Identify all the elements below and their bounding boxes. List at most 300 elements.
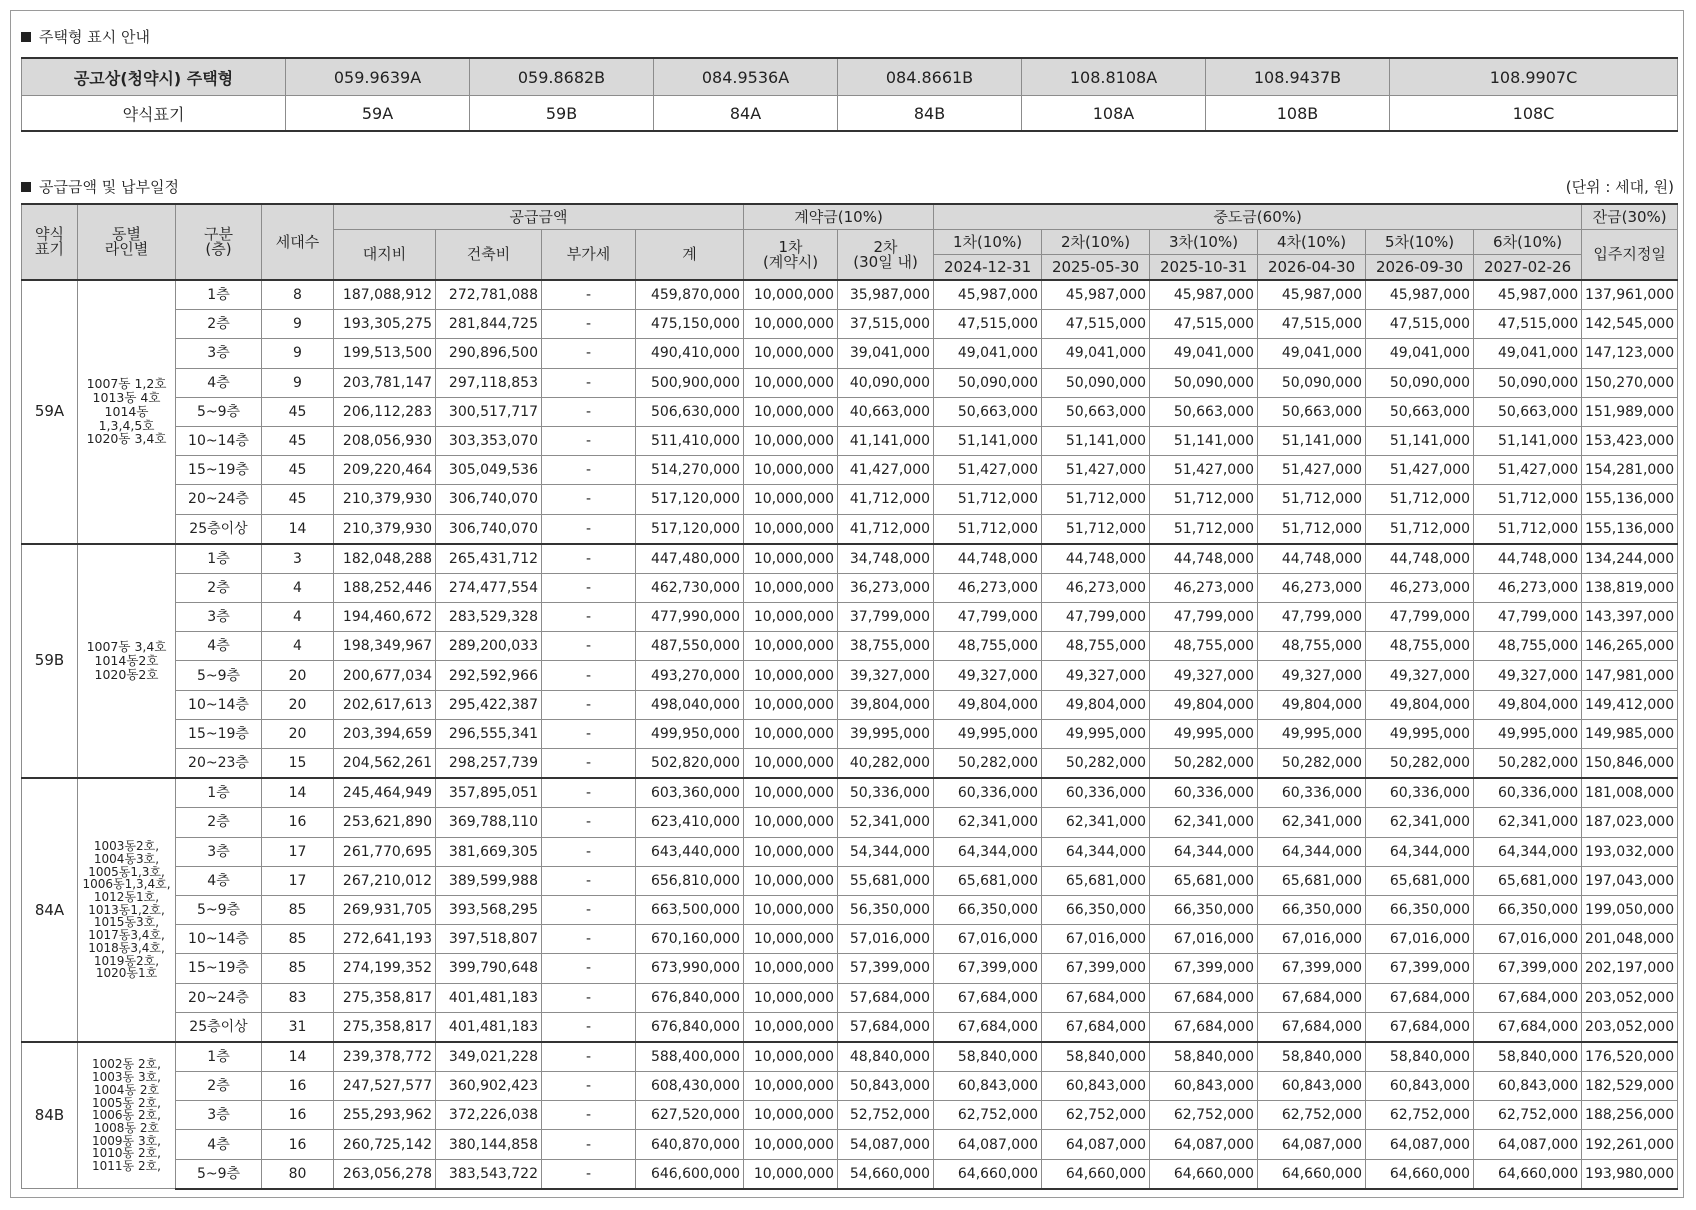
interim-5-cell: 49,327,000 <box>1366 661 1474 690</box>
balance-cell: 192,261,000 <box>1582 1130 1678 1159</box>
header-c1-line1: 1차 <box>778 237 803 256</box>
interim-6-cell: 67,684,000 <box>1474 983 1582 1012</box>
interim-4-cell: 62,341,000 <box>1258 808 1366 837</box>
interim-3-cell: 67,399,000 <box>1150 954 1258 983</box>
building-cost-cell: 349,021,228 <box>436 1042 542 1072</box>
floor-cell: 2층 <box>176 1072 262 1101</box>
type-short-cell: 108C <box>1390 96 1678 132</box>
vat-cell: - <box>542 485 636 514</box>
interim-2-cell: 51,141,000 <box>1042 426 1150 455</box>
type-short-cell: 108B <box>1206 96 1390 132</box>
contract-2-cell: 50,336,000 <box>838 778 934 808</box>
interim-4-cell: 67,684,000 <box>1258 1012 1366 1042</box>
interim-4-cell: 49,327,000 <box>1258 661 1366 690</box>
total-cell: 646,600,000 <box>636 1159 744 1189</box>
building-cost-cell: 401,481,183 <box>436 1012 542 1042</box>
balance-cell: 154,281,000 <box>1582 456 1678 485</box>
floor-cell: 5~9층 <box>176 1159 262 1189</box>
interim-2-cell: 51,712,000 <box>1042 485 1150 514</box>
interim-1-cell: 51,141,000 <box>934 426 1042 455</box>
header-land: 대지비 <box>334 230 436 281</box>
contract-2-cell: 39,327,000 <box>838 661 934 690</box>
total-cell: 498,040,000 <box>636 690 744 719</box>
dong-line-text: 1009동 3호, <box>92 1133 161 1148</box>
balance-cell: 147,981,000 <box>1582 661 1678 690</box>
land-cost-cell: 202,617,613 <box>334 690 436 719</box>
interim-2-cell: 60,336,000 <box>1042 778 1150 808</box>
floor-cell: 15~19층 <box>176 456 262 485</box>
interim-4-cell: 47,799,000 <box>1258 603 1366 632</box>
households-cell: 83 <box>262 983 334 1012</box>
vat-cell: - <box>542 514 636 544</box>
building-cost-cell: 306,740,070 <box>436 485 542 514</box>
interim-6-cell: 60,843,000 <box>1474 1072 1582 1101</box>
land-cost-cell: 272,641,193 <box>334 925 436 954</box>
land-cost-cell: 206,112,283 <box>334 397 436 426</box>
balance-cell: 138,819,000 <box>1582 573 1678 602</box>
square-bullet-icon <box>21 32 31 42</box>
header-interim: 중도금(60%) <box>934 204 1582 230</box>
total-cell: 603,360,000 <box>636 778 744 808</box>
interim-2-cell: 50,090,000 <box>1042 368 1150 397</box>
contract-1-cell: 10,000,000 <box>744 632 838 661</box>
floor-cell: 10~14층 <box>176 925 262 954</box>
interim-2-cell: 64,660,000 <box>1042 1159 1150 1189</box>
interim-5-cell: 62,752,000 <box>1366 1101 1474 1130</box>
interim-4-cell: 58,840,000 <box>1258 1042 1366 1072</box>
header-interim-date-1: 2024-12-31 <box>934 255 1042 281</box>
header-balance: 잔금(30%) <box>1582 204 1678 230</box>
vat-cell: - <box>542 837 636 866</box>
land-cost-cell: 239,378,772 <box>334 1042 436 1072</box>
table-row <box>22 1130 1678 1159</box>
contract-1-cell: 10,000,000 <box>744 1072 838 1101</box>
dong-line-text: 1013동1,2호, <box>88 902 165 917</box>
vat-cell: - <box>542 1012 636 1042</box>
interim-3-cell: 47,799,000 <box>1150 603 1258 632</box>
interim-3-cell: 64,660,000 <box>1150 1159 1258 1189</box>
interim-2-cell: 49,327,000 <box>1042 661 1150 690</box>
dong-line-text: 1006동1,3,4호, <box>82 877 171 892</box>
dong-line-text: 1017동3,4호, <box>88 928 165 943</box>
contract-2-cell: 39,995,000 <box>838 719 934 748</box>
total-cell: 493,270,000 <box>636 661 744 690</box>
contract-2-cell: 36,273,000 <box>838 573 934 602</box>
type-cell: 84B <box>22 1042 78 1189</box>
contract-2-cell: 41,427,000 <box>838 456 934 485</box>
total-cell: 490,410,000 <box>636 339 744 368</box>
building-cost-cell: 397,518,807 <box>436 925 542 954</box>
interim-4-cell: 50,090,000 <box>1258 368 1366 397</box>
dong-line-text: 1010동 2호, <box>92 1146 161 1161</box>
households-cell: 45 <box>262 456 334 485</box>
land-cost-cell: 208,056,930 <box>334 426 436 455</box>
header-c1-line2: (계약시) <box>762 252 819 271</box>
interim-6-cell: 62,341,000 <box>1474 808 1582 837</box>
interim-3-cell: 51,712,000 <box>1150 485 1258 514</box>
households-cell: 31 <box>262 1012 334 1042</box>
interim-6-cell: 45,987,000 <box>1474 280 1582 310</box>
contract-2-cell: 54,344,000 <box>838 837 934 866</box>
interim-4-cell: 60,843,000 <box>1258 1072 1366 1101</box>
total-cell: 670,160,000 <box>636 925 744 954</box>
interim-6-cell: 46,273,000 <box>1474 573 1582 602</box>
contract-1-cell: 10,000,000 <box>744 1101 838 1130</box>
interim-2-cell: 44,748,000 <box>1042 544 1150 574</box>
vat-cell: - <box>542 749 636 779</box>
dong-line-text: 1005동 2호, <box>92 1095 161 1110</box>
header-interim-1: 1차(10%) <box>934 230 1042 255</box>
floor-cell: 1층 <box>176 544 262 574</box>
building-cost-cell: 306,740,070 <box>436 514 542 544</box>
interim-3-cell: 48,755,000 <box>1150 632 1258 661</box>
unit-note: (단위 : 세대, 원) <box>1565 178 1674 196</box>
type-cell: 59B <box>22 544 78 779</box>
interim-4-cell: 49,041,000 <box>1258 339 1366 368</box>
interim-5-cell: 58,840,000 <box>1366 1042 1474 1072</box>
header-interim-6: 6차(10%) <box>1474 230 1582 255</box>
vat-cell: - <box>542 1042 636 1072</box>
vat-cell: - <box>542 866 636 895</box>
households-cell: 20 <box>262 719 334 748</box>
interim-5-cell: 47,515,000 <box>1366 310 1474 339</box>
building-cost-cell: 381,669,305 <box>436 837 542 866</box>
dong-line-text: 1020동 3,4호 <box>86 431 167 447</box>
header-vat: 부가세 <box>542 230 636 281</box>
interim-5-cell: 64,660,000 <box>1366 1159 1474 1189</box>
table-row <box>22 749 1678 779</box>
interim-5-cell: 51,427,000 <box>1366 456 1474 485</box>
dong-line-text: 1007동 1,2호 <box>86 376 167 392</box>
households-cell: 9 <box>262 339 334 368</box>
households-cell: 3 <box>262 544 334 574</box>
total-cell: 623,410,000 <box>636 808 744 837</box>
interim-6-cell: 60,336,000 <box>1474 778 1582 808</box>
interim-1-cell: 50,282,000 <box>934 749 1042 779</box>
interim-2-cell: 50,663,000 <box>1042 397 1150 426</box>
households-cell: 17 <box>262 837 334 866</box>
interim-1-cell: 67,684,000 <box>934 1012 1042 1042</box>
type-code-cell: 059.8682B <box>470 58 654 96</box>
building-cost-cell: 303,353,070 <box>436 426 542 455</box>
interim-6-cell: 47,515,000 <box>1474 310 1582 339</box>
contract-1-cell: 10,000,000 <box>744 1012 838 1042</box>
contract-2-cell: 57,684,000 <box>838 1012 934 1042</box>
interim-3-cell: 65,681,000 <box>1150 866 1258 895</box>
building-cost-cell: 296,555,341 <box>436 719 542 748</box>
floor-cell: 2층 <box>176 808 262 837</box>
contract-1-cell: 10,000,000 <box>744 778 838 808</box>
header-interim-date-6: 2027-02-26 <box>1474 255 1582 281</box>
interim-6-cell: 51,712,000 <box>1474 514 1582 544</box>
interim-6-cell: 51,427,000 <box>1474 456 1582 485</box>
interim-4-cell: 67,016,000 <box>1258 925 1366 954</box>
interim-4-cell: 50,282,000 <box>1258 749 1366 779</box>
interim-5-cell: 67,684,000 <box>1366 983 1474 1012</box>
households-cell: 20 <box>262 661 334 690</box>
supply-price-table <box>21 203 1678 1190</box>
interim-5-cell: 62,341,000 <box>1366 808 1474 837</box>
building-cost-cell: 298,257,739 <box>436 749 542 779</box>
households-cell: 80 <box>262 1159 334 1189</box>
land-cost-cell: 187,088,912 <box>334 280 436 310</box>
households-cell: 16 <box>262 1072 334 1101</box>
header-contract-1 <box>744 230 838 281</box>
interim-4-cell: 50,663,000 <box>1258 397 1366 426</box>
building-cost-cell: 272,781,088 <box>436 280 542 310</box>
table-row <box>22 690 1678 719</box>
dong-line-text: 1020동2호 <box>94 666 159 682</box>
interim-1-cell: 49,995,000 <box>934 719 1042 748</box>
interim-3-cell: 46,273,000 <box>1150 573 1258 602</box>
interim-5-cell: 46,273,000 <box>1366 573 1474 602</box>
contract-1-cell: 10,000,000 <box>744 456 838 485</box>
contract-1-cell: 10,000,000 <box>744 749 838 779</box>
building-cost-cell: 283,529,328 <box>436 603 542 632</box>
total-cell: 676,840,000 <box>636 983 744 1012</box>
table-row <box>22 1042 1678 1072</box>
interim-1-cell: 48,755,000 <box>934 632 1042 661</box>
table-row <box>22 368 1678 397</box>
balance-cell: 201,048,000 <box>1582 925 1678 954</box>
floor-cell: 10~14층 <box>176 426 262 455</box>
interim-4-cell: 49,804,000 <box>1258 690 1366 719</box>
dong-line-text: 1012동1호, <box>93 889 160 904</box>
households-cell: 4 <box>262 632 334 661</box>
interim-6-cell: 58,840,000 <box>1474 1042 1582 1072</box>
interim-2-cell: 45,987,000 <box>1042 280 1150 310</box>
total-cell: 487,550,000 <box>636 632 744 661</box>
vat-cell: - <box>542 603 636 632</box>
interim-3-cell: 62,341,000 <box>1150 808 1258 837</box>
vat-cell: - <box>542 280 636 310</box>
land-cost-cell: 210,379,930 <box>334 514 436 544</box>
total-cell: 517,120,000 <box>636 485 744 514</box>
interim-1-cell: 62,341,000 <box>934 808 1042 837</box>
balance-cell: 188,256,000 <box>1582 1101 1678 1130</box>
table-row <box>22 514 1678 544</box>
households-cell: 45 <box>262 426 334 455</box>
contract-2-cell: 52,752,000 <box>838 1101 934 1130</box>
building-cost-cell: 383,543,722 <box>436 1159 542 1189</box>
interim-4-cell: 51,712,000 <box>1258 514 1366 544</box>
interim-2-cell: 50,282,000 <box>1042 749 1150 779</box>
vat-cell: - <box>542 632 636 661</box>
building-cost-cell: 380,144,858 <box>436 1130 542 1159</box>
total-cell: 608,430,000 <box>636 1072 744 1101</box>
total-cell: 643,440,000 <box>636 837 744 866</box>
floor-cell: 3층 <box>176 1101 262 1130</box>
header-interim-date-5: 2026-09-30 <box>1366 255 1474 281</box>
balance-cell: 187,023,000 <box>1582 808 1678 837</box>
building-cost-cell: 360,902,423 <box>436 1072 542 1101</box>
balance-cell: 197,043,000 <box>1582 866 1678 895</box>
interim-6-cell: 50,090,000 <box>1474 368 1582 397</box>
contract-2-cell: 34,748,000 <box>838 544 934 574</box>
households-cell: 85 <box>262 954 334 983</box>
interim-1-cell: 51,712,000 <box>934 485 1042 514</box>
total-cell: 517,120,000 <box>636 514 744 544</box>
total-cell: 627,520,000 <box>636 1101 744 1130</box>
land-cost-cell: 261,770,695 <box>334 837 436 866</box>
interim-3-cell: 60,843,000 <box>1150 1072 1258 1101</box>
balance-cell: 181,008,000 <box>1582 778 1678 808</box>
table-row <box>22 603 1678 632</box>
contract-2-cell: 50,843,000 <box>838 1072 934 1101</box>
interim-3-cell: 50,663,000 <box>1150 397 1258 426</box>
supply-table-body <box>22 280 1678 1189</box>
balance-cell: 151,989,000 <box>1582 397 1678 426</box>
table-row <box>22 1159 1678 1189</box>
housing-type-table <box>21 57 1678 132</box>
table-row <box>22 925 1678 954</box>
interim-2-cell: 67,684,000 <box>1042 1012 1150 1042</box>
interim-5-cell: 50,090,000 <box>1366 368 1474 397</box>
interim-2-cell: 51,712,000 <box>1042 514 1150 544</box>
header-balance-sub: 입주지정일 <box>1582 230 1678 281</box>
floor-cell: 4층 <box>176 866 262 895</box>
contract-2-cell: 41,712,000 <box>838 514 934 544</box>
interim-2-cell: 48,755,000 <box>1042 632 1150 661</box>
floor-cell: 20~23층 <box>176 749 262 779</box>
floor-cell: 4층 <box>176 632 262 661</box>
table-row <box>22 866 1678 895</box>
table-row <box>22 339 1678 368</box>
interim-1-cell: 62,752,000 <box>934 1101 1042 1130</box>
floor-cell: 10~14층 <box>176 690 262 719</box>
contract-1-cell: 10,000,000 <box>744 310 838 339</box>
contract-1-cell: 10,000,000 <box>744 1159 838 1189</box>
balance-cell: 146,265,000 <box>1582 632 1678 661</box>
dong-line-text: 1,3,4,5호 <box>98 417 155 433</box>
interim-1-cell: 50,090,000 <box>934 368 1042 397</box>
interim-6-cell: 64,344,000 <box>1474 837 1582 866</box>
contract-1-cell: 10,000,000 <box>744 339 838 368</box>
floor-cell: 4층 <box>176 368 262 397</box>
dong-line-cell <box>78 778 176 1042</box>
interim-5-cell: 51,712,000 <box>1366 485 1474 514</box>
interim-4-cell: 46,273,000 <box>1258 573 1366 602</box>
interim-4-cell: 66,350,000 <box>1258 895 1366 924</box>
interim-1-cell: 49,327,000 <box>934 661 1042 690</box>
interim-2-cell: 49,995,000 <box>1042 719 1150 748</box>
dong-line-text: 1003동2호, <box>93 839 160 854</box>
interim-2-cell: 49,041,000 <box>1042 339 1150 368</box>
households-cell: 16 <box>262 808 334 837</box>
land-cost-cell: 188,252,446 <box>334 573 436 602</box>
land-cost-cell: 210,379,930 <box>334 485 436 514</box>
interim-5-cell: 60,336,000 <box>1366 778 1474 808</box>
households-cell: 45 <box>262 485 334 514</box>
interim-1-cell: 46,273,000 <box>934 573 1042 602</box>
interim-6-cell: 51,141,000 <box>1474 426 1582 455</box>
interim-3-cell: 44,748,000 <box>1150 544 1258 574</box>
interim-2-cell: 65,681,000 <box>1042 866 1150 895</box>
dong-line-text: 1018동3,4호, <box>88 940 165 955</box>
table-row <box>22 573 1678 602</box>
interim-4-cell: 67,684,000 <box>1258 983 1366 1012</box>
vat-cell: - <box>542 1130 636 1159</box>
contract-1-cell: 10,000,000 <box>744 837 838 866</box>
households-cell: 14 <box>262 1042 334 1072</box>
table-row <box>22 719 1678 748</box>
dong-line-cell <box>78 280 176 544</box>
building-cost-cell: 274,477,554 <box>436 573 542 602</box>
interim-5-cell: 67,684,000 <box>1366 1012 1474 1042</box>
header-contract: 계약금(10%) <box>744 204 934 230</box>
interim-4-cell: 48,755,000 <box>1258 632 1366 661</box>
dong-line-text: 1006동 2호, <box>92 1108 161 1123</box>
interim-1-cell: 64,660,000 <box>934 1159 1042 1189</box>
interim-5-cell: 49,804,000 <box>1366 690 1474 719</box>
table-row <box>22 808 1678 837</box>
interim-5-cell: 49,995,000 <box>1366 719 1474 748</box>
total-cell: 673,990,000 <box>636 954 744 983</box>
interim-1-cell: 51,427,000 <box>934 456 1042 485</box>
households-cell: 85 <box>262 895 334 924</box>
interim-4-cell: 45,987,000 <box>1258 280 1366 310</box>
header-interim-5: 5차(10%) <box>1366 230 1474 255</box>
dong-line-text: 1005동1,3호, <box>88 864 165 879</box>
interim-5-cell: 66,350,000 <box>1366 895 1474 924</box>
floor-cell: 15~19층 <box>176 719 262 748</box>
land-cost-cell: 203,394,659 <box>334 719 436 748</box>
interim-1-cell: 51,712,000 <box>934 514 1042 544</box>
contract-2-cell: 54,660,000 <box>838 1159 934 1189</box>
header-dong-line1: 동별 <box>112 225 141 243</box>
interim-3-cell: 49,995,000 <box>1150 719 1258 748</box>
contract-1-cell: 10,000,000 <box>744 573 838 602</box>
interim-2-cell: 60,843,000 <box>1042 1072 1150 1101</box>
land-cost-cell: 199,513,500 <box>334 339 436 368</box>
vat-cell: - <box>542 339 636 368</box>
interim-6-cell: 51,712,000 <box>1474 485 1582 514</box>
land-cost-cell: 203,781,147 <box>334 368 436 397</box>
building-cost-cell: 292,592,966 <box>436 661 542 690</box>
header-interim-3: 3차(10%) <box>1150 230 1258 255</box>
table-row <box>22 632 1678 661</box>
type-header-label: 공고상(청약시) 주택형 <box>22 58 286 96</box>
contract-1-cell: 10,000,000 <box>744 1130 838 1159</box>
total-cell: 462,730,000 <box>636 573 744 602</box>
balance-cell: 153,423,000 <box>1582 426 1678 455</box>
interim-6-cell: 64,087,000 <box>1474 1130 1582 1159</box>
interim-2-cell: 67,684,000 <box>1042 983 1150 1012</box>
header-building: 건축비 <box>436 230 542 281</box>
total-cell: 506,630,000 <box>636 397 744 426</box>
interim-6-cell: 50,282,000 <box>1474 749 1582 779</box>
table-row <box>22 397 1678 426</box>
contract-1-cell: 10,000,000 <box>744 280 838 310</box>
header-supply: 공급금액 <box>334 204 744 230</box>
balance-cell: 155,136,000 <box>1582 514 1678 544</box>
contract-1-cell: 10,000,000 <box>744 719 838 748</box>
contract-2-cell: 40,663,000 <box>838 397 934 426</box>
table-row <box>22 1072 1678 1101</box>
interim-3-cell: 51,712,000 <box>1150 514 1258 544</box>
building-cost-cell: 357,895,051 <box>436 778 542 808</box>
header-floor <box>176 204 262 280</box>
contract-2-cell: 35,987,000 <box>838 280 934 310</box>
header-dong <box>78 204 176 280</box>
header-type-line1: 약식 <box>35 225 64 243</box>
households-cell: 14 <box>262 514 334 544</box>
table-row <box>22 1101 1678 1130</box>
interim-6-cell: 67,016,000 <box>1474 925 1582 954</box>
floor-cell: 2층 <box>176 310 262 339</box>
contract-1-cell: 10,000,000 <box>744 514 838 544</box>
contract-1-cell: 10,000,000 <box>744 895 838 924</box>
